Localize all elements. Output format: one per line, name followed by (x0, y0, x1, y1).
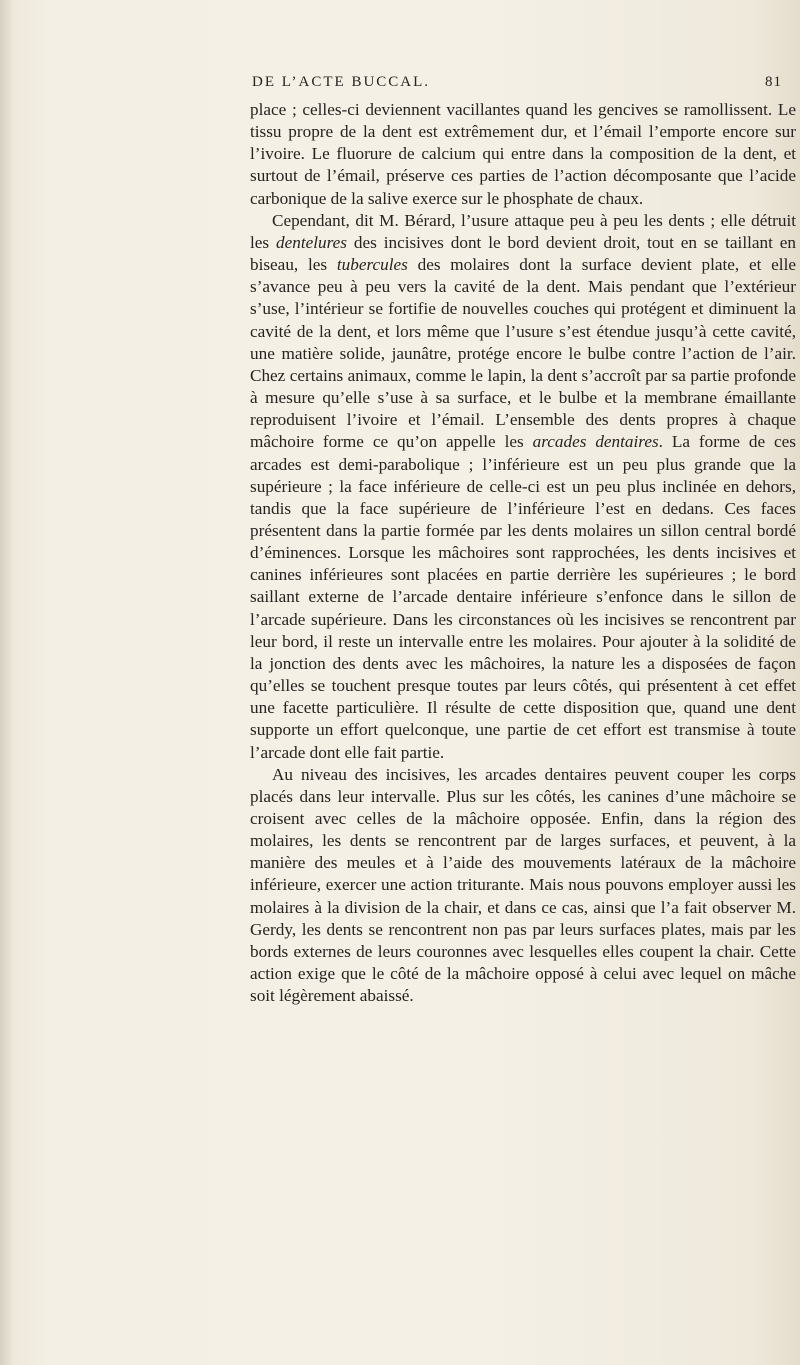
text-run: place ; celles-ci deviennent vacillantes quand les gencives se ramollissent. Le tissu propre de la dent est extrêmement dur, et l’émail l’emporte encore sur l’ivoire. Le fluorure de calcium qui entre dans la composition de la dent, et surtout de l’émail, préserve ces parties de l’action décomposante que l’acide carbonique de la salive exerce sur le phosphate de chaux. (250, 100, 796, 208)
text-run: Cependant, dit M. Bérard, l’usure attaque peu à peu les dents ; elle détruit les (250, 210, 796, 252)
text-run: des molaires dont la surface devient plate, et elle s’avance peu à peu vers la cavité de la dent. Mais pendant que l’extérieur s’use, l’intérieur se fortifie de nouvelles couches qui protégent et diminuent la cavité de la dent, et lors même que l’usure s’est étendue jusqu’à cette cavité, une matière solide, jaunâtre, protége encore le bulbe contre l’action de l’air. Chez certains animaux, comme le lapin, la dent s’accroît par sa partie profonde à mesure qu’elle s’use à sa surface, et le bulbe et la membrane émaillante reproduisent l’ivoire et l’émail. L’ensemble des dents propres à chaque mâchoire forme ce qu’on appelle les (250, 255, 796, 452)
italic-term: tubercules (336, 255, 408, 275)
italic-term: arcades dentaires (532, 432, 659, 452)
paragraph (250, 99, 796, 210)
paragraph (250, 764, 796, 1008)
italic-term: dentelures (276, 232, 347, 252)
paragraph (250, 210, 796, 764)
page-header (252, 74, 792, 98)
text-run: . La forme de ces arcades est demi-parabolique ; l’inférieure est un peu plus grande que la supérieure ; la face inférieure de celle-ci est un peu plus inclinée en dehors, tandis que la face supérieure de l’inférieure l’est en dedans. Ces faces présentent dans la partie formée par les dents molaires un sillon central bordé d’éminences. Lorsque les mâchoires sont rapprochées, les dents incisives et canines inférieures sont placées en partie derrière les supérieures ; le bord saillant externe de l’arcade dentaire inférieure s’enfonce dans le sillon de l’arcade supérieure. Dans les circonstances où les incisives se rencontrent par leur bord, il reste un intervalle entre les molaires. Pour ajouter à la solidité de la jonction des dents avec les mâchoires, la nature les a disposées de façon qu’elles se touchent presque toutes par leurs côtés, qui présentent à cet effet une facette particulière. Il résulte de cette disposition que, quand une dent supporte un effort quelconque, une partie de cet effort est transmise à toute l’arcade dont elle fait partie. (250, 432, 796, 762)
running-head: DE L’ACTE BUCCAL. (252, 74, 431, 90)
text-run: des incisives dont le bord devient droit, tout en se taillant en biseau, les (250, 232, 797, 275)
gutter-shadow (0, 0, 14, 1365)
text-run: Au niveau des incisives, les arcades dentaires peuvent couper les corps placés dans leur intervalle. Plus sur les côtés, les canines d’une mâchoire se croisent avec celles de la mâchoire opposée. Enfin, dans la région des molaires, les dents se rencontrent par de larges surfaces, et peuvent, à la manière des meules et à l’aide des mouvements latéraux de la mâchoire inférieure, exercer une action triturante. Mais nous pouvons employer aussi les molaires à la division de la chair, et dans ce cas, ainsi que l’a fait observer M. Gerdy, les dents se rencontrent non pas par leurs surfaces plates, mais par les bords externes de leurs couronnes avec lesquelles elles coupent la chair. Cette action exige que le côté de la mâchoire opposé à celui avec lequel on mâche soit légèrement abaissé. (250, 764, 796, 1006)
page-number: 81 (765, 74, 782, 90)
body-text (250, 99, 796, 1007)
